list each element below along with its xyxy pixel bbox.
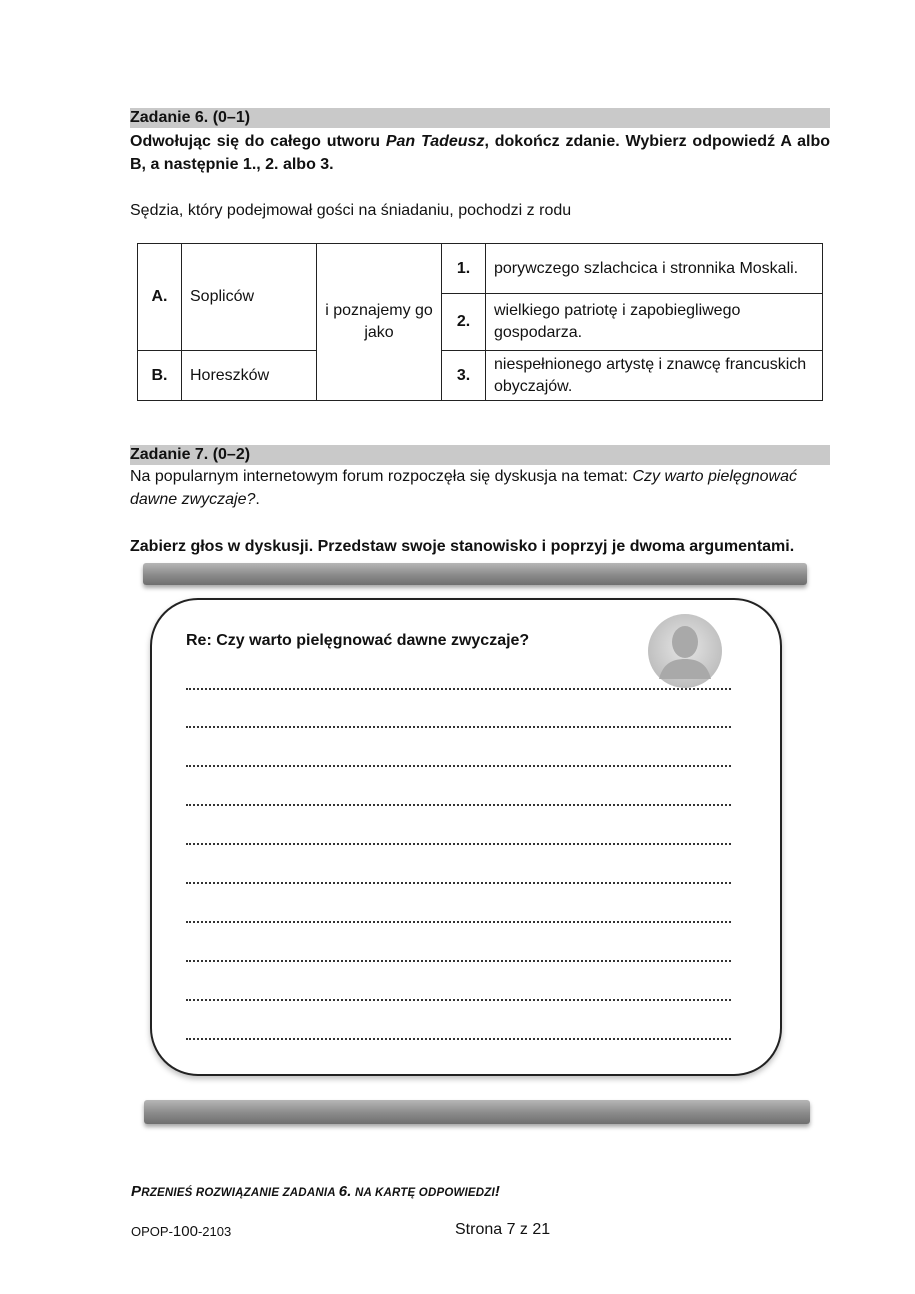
- answer-line[interactable]: [186, 868, 731, 884]
- answer-line[interactable]: [186, 985, 731, 1001]
- task6-instruction: Odwołując się do całego utworu Pan Tadeusz, dokończ zdanie. Wybierz odpowiedź A albo B, a następnie 1., 2. albo 3.: [130, 133, 830, 173]
- option-2-number[interactable]: 2.: [442, 294, 486, 351]
- forum-top-bar: [143, 563, 807, 585]
- answer-line[interactable]: [186, 1024, 731, 1040]
- option-a-text[interactable]: Sopliców: [182, 244, 317, 351]
- option-2-text[interactable]: wielkiego patriotę i zapobiegliwego gospodarza.: [486, 294, 823, 351]
- answer-line[interactable]: [186, 907, 731, 923]
- task6-header: Zadanie 6. (0–1): [130, 108, 830, 128]
- answer-line[interactable]: [186, 712, 731, 728]
- option-b-text[interactable]: Horeszków: [182, 351, 317, 401]
- answer-line[interactable]: [186, 674, 731, 690]
- answer-line[interactable]: [186, 946, 731, 962]
- task7-instruction: Zabierz głos w dyskusji. Przedstaw swoje stanowisko i poprzyj je dwoma argumentami.: [130, 538, 795, 555]
- option-3-text[interactable]: niespełnionego artystę i znawcę francuskich obyczajów.: [486, 351, 823, 401]
- page-number: Strona 7 z 21: [455, 1221, 551, 1238]
- connector-text: i poznajemy go jako: [317, 244, 442, 401]
- answer-table: [137, 243, 823, 401]
- option-1-number[interactable]: 1.: [442, 244, 486, 294]
- option-a-letter[interactable]: A.: [138, 244, 182, 351]
- option-1-text[interactable]: porywczego szlachcica i stronnika Moskali.: [486, 244, 823, 294]
- task7-intro: Na popularnym internetowym forum rozpoczęła się dyskusja na temat: Czy warto pielęgnować dawne zwyczaje?.: [130, 468, 797, 508]
- option-3-number[interactable]: 3.: [442, 351, 486, 401]
- forum-post-title: Re: Czy warto pielęgnować dawne zwyczaje?: [186, 632, 530, 649]
- task7-header: Zadanie 7. (0–2): [130, 445, 830, 465]
- forum-bottom-bar: [144, 1100, 810, 1124]
- transfer-note: PRZENIEŚ ROZWIĄZANIE ZADANIA 6. NA KARTĘ ODPOWIEDZI!: [131, 1183, 501, 1200]
- option-b-letter[interactable]: B.: [138, 351, 182, 401]
- task6-stem: Sędzia, który podejmował gości na śniadaniu, pochodzi z rodu: [130, 202, 572, 219]
- answer-line[interactable]: [186, 829, 731, 845]
- exam-code: OPOP-100-2103: [131, 1223, 232, 1240]
- answer-line[interactable]: [186, 790, 731, 806]
- answer-line[interactable]: [186, 751, 731, 767]
